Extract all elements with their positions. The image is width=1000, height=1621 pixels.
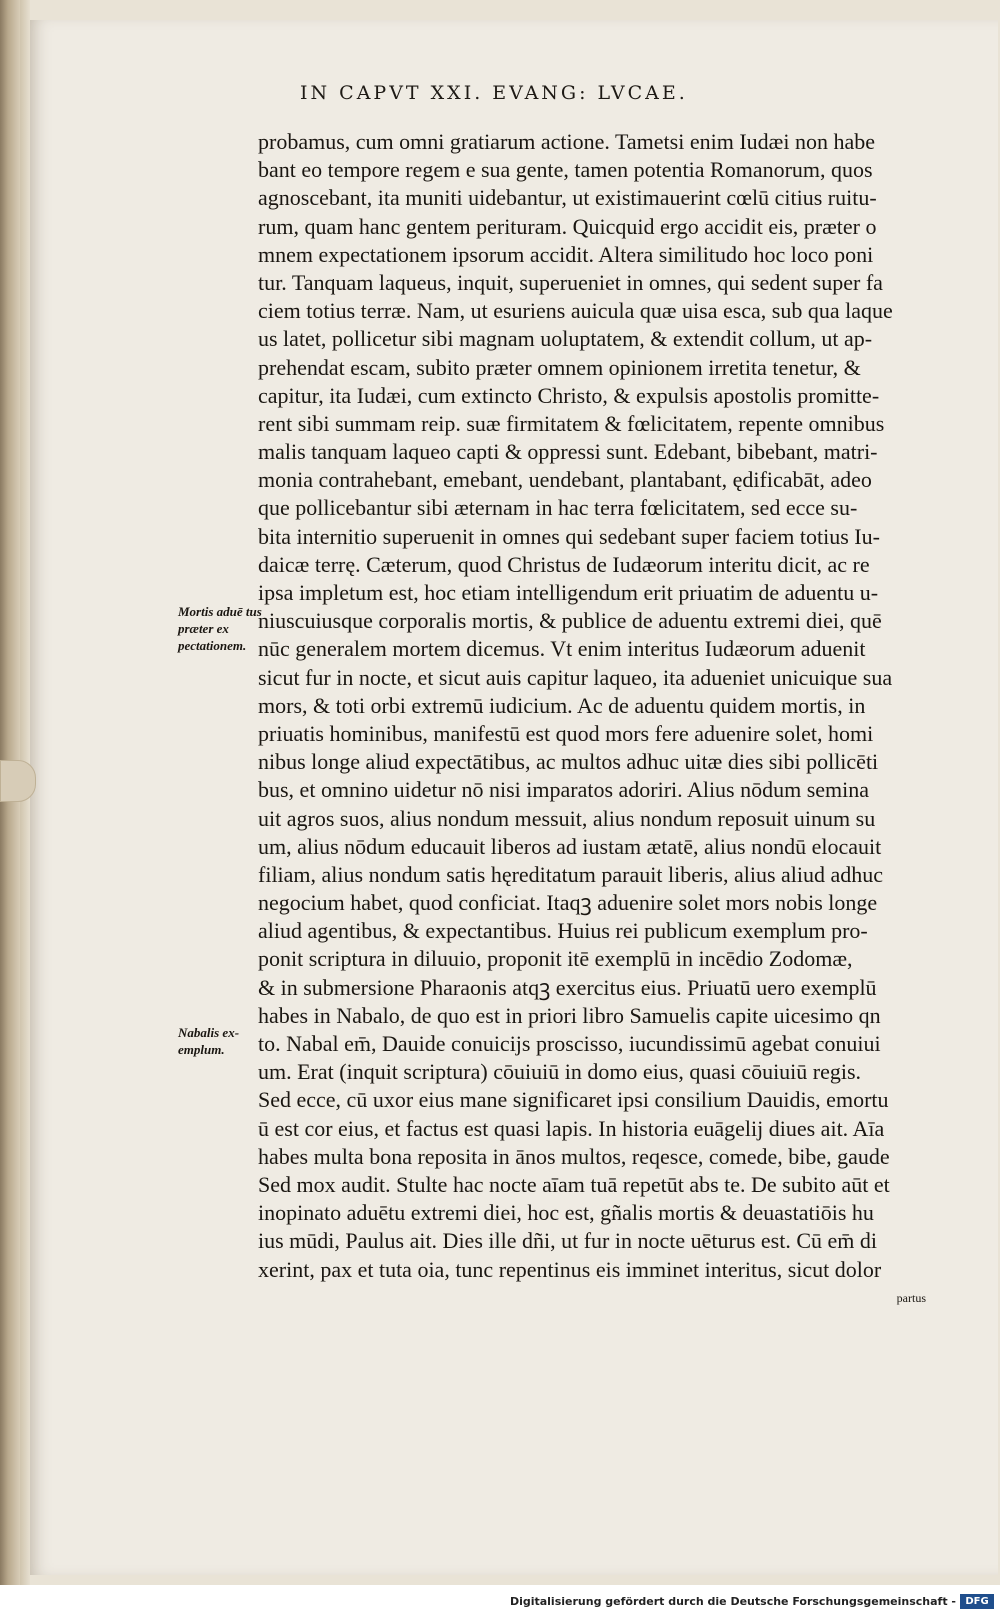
- text-line: agnoscebant, ita muniti uidebantur, ut existimauerint cœlū citius ruitu-: [258, 185, 877, 211]
- text-line: nibus longe aliud expectātibus, ac multos adhuc uitæ dies sibi pollicēti: [258, 749, 879, 775]
- text-line: us latet, pollicetur sibi magnam uoluptatem, & extendit collum, ut ap-: [258, 326, 873, 352]
- text-line: rent sibi summam reip. suæ firmitatem & fœlicitatem, repente omnibus: [258, 410, 885, 436]
- text-line: malis tanquam laqueo capti & oppressi sunt. Edebant, bibebant, matri-: [258, 439, 878, 465]
- text-line: habes in Nabalo, de quo est in priori libro Samuelis capite uicesimo qn: [258, 1002, 881, 1028]
- footer: [0, 1585, 1000, 1621]
- text-line: monia contrahebant, emebant, uendebant, plantabant, ędificabāt, adeo: [258, 467, 872, 493]
- text-line: probamus, cum omni gratiarum actione. Tametsi enim Iudæi non habe: [258, 129, 875, 154]
- text-line: ū est cor eius, et factus est quasi lapis. In historia euāgelij diues ait. Aīa: [258, 1115, 885, 1141]
- text-line: filiam, alius nondum satis hęreditatum parauit liberis, alius aliud adhuc: [258, 861, 884, 887]
- text-line: uit agros suos, alius nondum messuit, alius nondum reposuit uinum su: [258, 805, 876, 831]
- body-text: [258, 128, 948, 1312]
- text-line: ipsa impletum est, hoc etiam intelligendum erit priuatim de aduentu u-: [258, 580, 879, 605]
- text-line: ponit scriptura in diluuio, proponit itē exemplū in incēdio Zodomæ,: [258, 946, 853, 972]
- text-line: inopinato aduētu extremi diei, hoc est, gñalis mortis & deuastatiōis hu: [258, 1200, 874, 1226]
- margin-note-nabalis: Nabalis ex- emplum.: [178, 1025, 240, 1057]
- text-line: bus, et omnino uidetur nō nisi imparatos adoriri. Alius nōdum semina: [258, 777, 870, 803]
- running-head: IN CAPVT XXI. EVANG: LVCAE.: [300, 82, 688, 104]
- text-line: um. Erat (inquit scriptura) cōuiuiū in domo eius, quasi cōuiuiū regis.: [258, 1059, 862, 1085]
- page-tab-marker: [0, 760, 36, 802]
- text-line: Sed ecce, cū uxor eius mane significaret ipsi consilium Dauidis, emortu: [258, 1087, 889, 1113]
- text-line: um, alius nōdum educauit liberos ad iustam ætatē, alius nondū elocauit: [258, 833, 882, 859]
- text-line: tur. Tanquam laqueus, inquit, superueniet in omnes, qui sedent super fa: [258, 269, 883, 295]
- text-line: bita internitio superuenit in omnes qui sedebant super faciem totius Iu-: [258, 523, 880, 549]
- dfg-logo: DFG: [960, 1594, 994, 1609]
- text-line: capitur, ita Iudæi, cum extincto Christo, & expulsis apostolis promitte-: [258, 382, 880, 408]
- text-line: Sed mox audit. Stulte hac nocte aīam tuā repetūt abs te. De subito aūt et: [258, 1171, 890, 1197]
- text-line: que pollicebantur sibi æternam in hac terra fœlicitatem, sed ecce su-: [258, 495, 858, 521]
- text-line: ius mūdi, Paulus ait. Dies ille dñi, ut fur in nocte uēturus est. Cū em̄ di: [258, 1228, 877, 1254]
- text-line: ciem totius terræ. Nam, ut esuriens auicula quæ uisa esca, sub qua laque: [258, 298, 893, 324]
- text-line: priuatis hominibus, manifestū est quod mors fere aduenire solet, homi: [258, 720, 874, 746]
- text-line: partus: [896, 1290, 926, 1305]
- text-line: daicæ terrę. Cæterum, quod Christus de Iudæorum interitu dicit, ac re: [258, 551, 870, 577]
- text-line: aliud agentibus, & expectantibus. Huius rei publicum exemplum pro-: [258, 918, 868, 944]
- text-line: negocium habet, quod conficiat. Itaqꝫ aduenire solet mors nobis longe: [258, 890, 878, 916]
- text-line: bant eo tempore regem e sua gente, tamen potentia Romanorum, quos: [258, 157, 873, 183]
- text-line: habes multa bona reposita in ānos multos, reqesce, comede, bibe, gaude: [258, 1143, 890, 1169]
- margin-note-mortis: Mortis aduē tus præter ex pectationem.: [178, 604, 262, 653]
- funding-credit: Digitalisierung gefördert durch die Deutsche Forschungsgemeinschaft -: [509, 1595, 956, 1608]
- text-line: rum, quam hanc gentem perituram. Quicquid ergo accidit eis, præter o: [258, 213, 877, 239]
- text-line: mnem expectationem ipsorum accidit. Altera similitudo hoc loco poni: [258, 241, 874, 267]
- text-line: xerint, pax et tuta oia, tunc repentinus eis imminet interitus, sicut dolor: [258, 1256, 882, 1282]
- text-line: prehendat escam, subito præter omnem opinionem irretita tenetur, &: [258, 354, 861, 380]
- text-line: nūc generalem mortem dicemus. Vt enim interitus Iudæorum aduenit: [258, 636, 866, 662]
- text-line: niuscuiusque corporalis mortis, & publice de aduentu extremi diei, quē: [258, 608, 882, 634]
- text-line: sicut fur in nocte, et sicut auis capitur laqueo, ita adueniet unicuique sua: [258, 664, 893, 690]
- text-line: & in submersione Pharaonis atqꝫ exercitus eius. Priuatū uero exemplū: [258, 974, 877, 1000]
- text-line: to. Nabal em̄, Dauide conuicijs proscisso, iucundissimū agebat conuiui: [258, 1031, 881, 1056]
- text-line: mors, & toti orbi extremū iudicium. Ac de aduentu quidem mortis, in: [258, 692, 866, 718]
